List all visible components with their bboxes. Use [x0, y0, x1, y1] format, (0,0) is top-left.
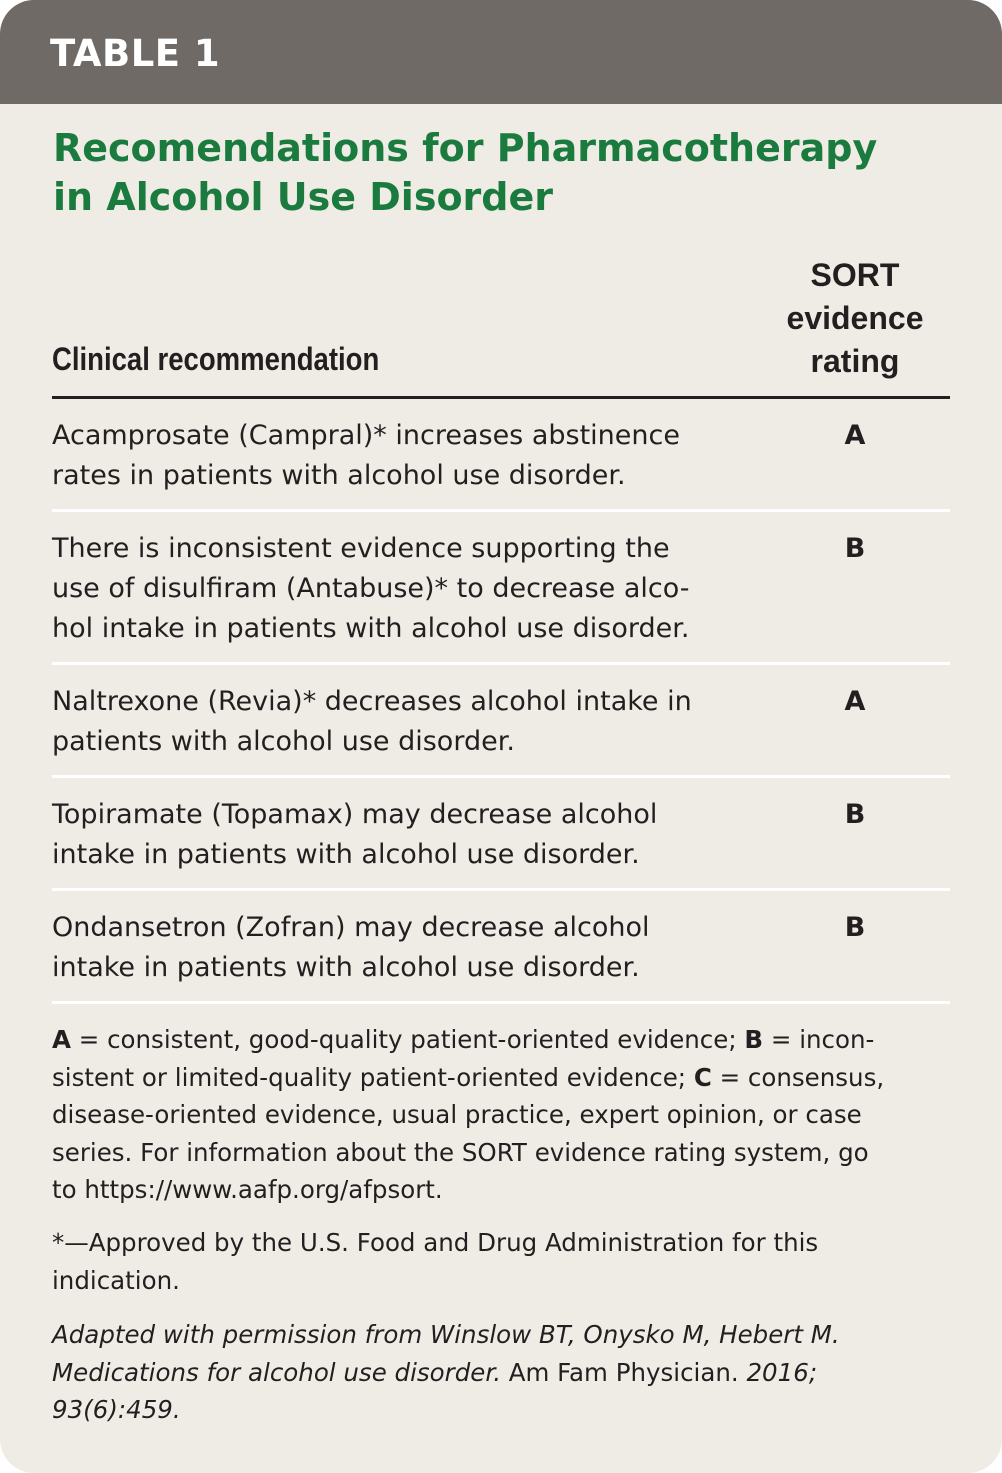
source-article-title: Medications for alcohol use disorder. [52, 1357, 501, 1387]
row-divider [52, 509, 950, 512]
table-row-2-rating: B [844, 533, 866, 564]
table-row-5-rating: B [844, 912, 866, 943]
source-journal: Am Fam Physician. [500, 1357, 747, 1387]
table-title [53, 124, 953, 222]
table-row-2-recommendation [52, 529, 752, 649]
key-b-label: B [744, 1025, 764, 1054]
source-line-3 [52, 1391, 950, 1429]
row-1-line-1: Acamprosate (Campral)* increases abstinence [52, 420, 680, 451]
row-3-line-1: Naltrexone (Revia)* decreases alcohol intake in [52, 686, 692, 717]
column-header-recommendation: Clinical recommendation [52, 341, 380, 377]
source-line-2 [52, 1354, 950, 1392]
key-c-label: C [693, 1062, 712, 1092]
row-5-line-1: Ondansetron (Zofran) may decrease alcohol [52, 912, 650, 943]
table-row-5-recommendation [52, 908, 752, 988]
source-year: 2016; [746, 1357, 818, 1387]
column-header-sort-rating [770, 254, 940, 383]
fda-approval-footnote [52, 1224, 950, 1299]
row-4-line-1: Topiramate (Topamax) may decrease alcohol [52, 799, 658, 830]
table-title-line-1: Recomendations for Pharmacotherapy [53, 126, 878, 170]
sort-key-footnote [52, 1021, 950, 1209]
column-header-sort-line-3: rating [810, 343, 900, 379]
table-header-bar [0, 0, 1002, 104]
row-divider [52, 662, 950, 665]
row-divider [52, 1001, 950, 1004]
source-line-1 [52, 1316, 950, 1354]
key-b-text: = incon- [763, 1025, 875, 1054]
row-divider [52, 775, 950, 778]
table-row-3-rating: A [844, 686, 866, 717]
row-3-line-2: patients with alcohol use disorder. [52, 726, 515, 757]
key-c-text: = consensus, [711, 1062, 885, 1092]
source-line-1-text: Adapted with permission from Winslow BT, Onysko M, Hebert M. [52, 1320, 840, 1349]
table-title-line-2: in Alcohol Use Disorder [53, 175, 554, 219]
key-b-text-cont: sistent or limited-quality patient-oriented evidence; [52, 1062, 694, 1092]
row-4-line-2: intake in patients with alcohol use disorder. [52, 839, 640, 870]
table-row-3-recommendation [52, 682, 752, 762]
table-row-4-recommendation [52, 795, 752, 875]
table-row-1-recommendation [52, 416, 752, 496]
row-1-line-2: rates in patients with alcohol use disorder. [52, 460, 626, 491]
row-divider [52, 888, 950, 891]
column-header-sort-line-2: evidence [786, 300, 924, 336]
key-a-label: A [52, 1025, 71, 1054]
header-divider [52, 396, 950, 399]
fda-line-2: indication. [52, 1265, 180, 1295]
row-2-line-2: use of disulfiram (Antabuse)* to decrease alco- [52, 573, 690, 604]
row-2-line-3: hol intake in patients with alcohol use disorder. [52, 613, 690, 644]
source-volume: 93(6):459. [52, 1395, 181, 1424]
sort-key-line-5: to https://www.aafp.org/afpsort. [52, 1175, 443, 1204]
table-row-1-rating: A [844, 420, 866, 451]
sort-key-line-1 [52, 1021, 950, 1059]
key-a-text: = consistent, good-quality patient-oriented evidence; [70, 1025, 745, 1054]
sort-key-line-2 [52, 1059, 950, 1097]
column-header-sort-line-1: SORT [810, 257, 900, 293]
table-row-4-rating: B [844, 799, 866, 830]
fda-line-1: *—Approved by the U.S. Food and Drug Administration for this [52, 1228, 819, 1257]
row-2-line-1: There is inconsistent evidence supporting the [52, 533, 670, 564]
row-5-line-2: intake in patients with alcohol use disorder. [52, 952, 640, 983]
sort-key-line-4: series. For information about the SORT evidence rating system, go [52, 1137, 869, 1167]
source-citation [52, 1316, 950, 1429]
table-number-label: TABLE 1 [50, 32, 221, 75]
sort-key-line-3: disease-oriented evidence, usual practice, expert opinion, or case [52, 1100, 862, 1129]
